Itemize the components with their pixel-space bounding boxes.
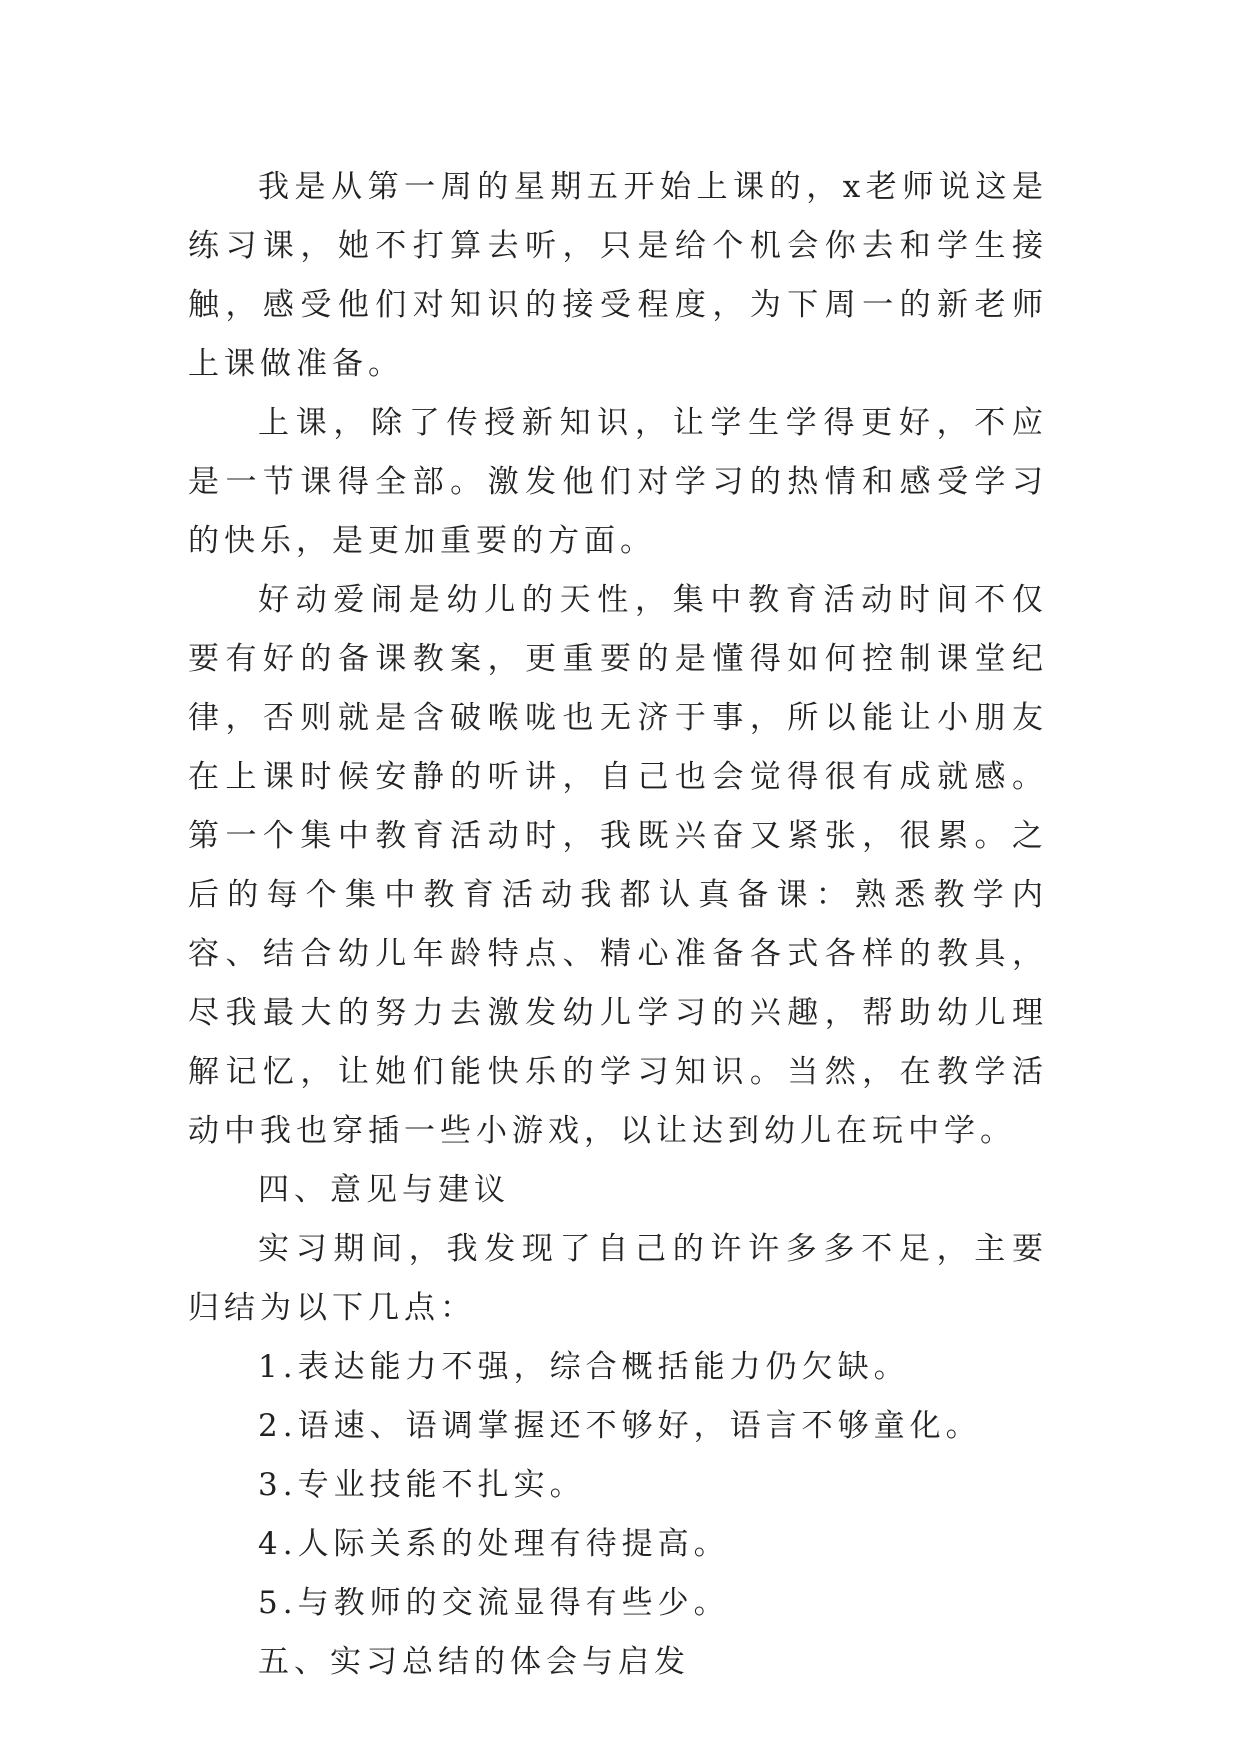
paragraph-classroom-discipline: 好动爱闹是幼儿的天性，集中教育活动时间不仅要有好的备课教案，更重要的是懂得如何控制课堂纪律，否则就是含破喉咙也无济于事，所以能让小朋友在上课时候安静的听讲，自己也会觉得很有成就感。第一个集中教育活动时，我既兴奋又紧张，很累。之后的每个集中教育活动我都认真备课：熟悉教学内容、结合幼儿年龄特点、精心准备各式各样的教具，尽我最大的努力去激发幼儿学习的兴趣，帮助幼儿理解记忆，让她们能快乐的学习知识。当然，在教学活动中我也穿插一些小游戏，以让达到幼儿在玩中学。 (188, 582, 1048, 1149)
paragraph-first-class: 我是从第一周的星期五开始上课的，x老师说这是练习课，她不打算去听，只是给个机会你去和学生接触，感受他们对知识的接受程度，为下周一的新老师上课做准备。 (188, 169, 1048, 382)
list-item-communication: 5.与教师的交流显得有些少。 (258, 1585, 730, 1621)
list-item-skills: 3.专业技能不扎实。 (258, 1467, 586, 1503)
section-heading-suggestions: 四、意见与建议 (258, 1172, 510, 1208)
list-item-expression: 1.表达能力不强，综合概括能力仍欠缺。 (258, 1349, 910, 1385)
document-body (188, 158, 1048, 1692)
paragraph-class-purpose: 上课，除了传授新知识，让学生学得更好，不应是一节课得全部。激发他们对学习的热情和感受学习的快乐，是更加重要的方面。 (188, 405, 1048, 559)
list-item-speech: 2.语速、语调掌握还不够好，语言不够童化。 (258, 1408, 982, 1444)
section-heading-reflection: 五、实习总结的体会与启发 (258, 1644, 690, 1680)
list-item-relationships: 4.人际关系的处理有待提高。 (258, 1526, 730, 1562)
paragraph-shortcomings-intro: 实习期间，我发现了自己的许许多多不足，主要归结为以下几点： (188, 1231, 1048, 1326)
